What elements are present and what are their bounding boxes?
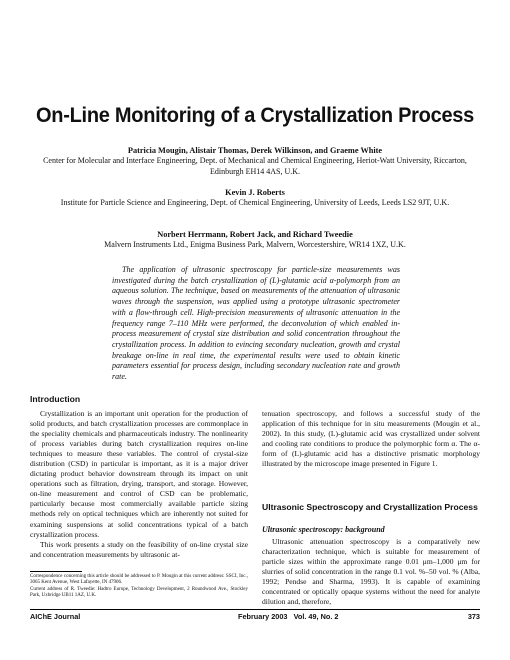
- author-names-3: Norbert Herrmann, Robert Jack, and Richard Tweedie: [157, 230, 353, 239]
- intro-paragraph-2: This work presents a study on the feasibility of on-line crystal size and concentration measurements by ultrasonic at-: [30, 539, 248, 559]
- author-names-2: Kevin J. Roberts: [225, 188, 285, 197]
- footnote-current-address: Current address of R. Tweedie: Hadtro Europe, Technology Development, 2 Roundwood Ave., Stockley Park, Uxbridge UB11 1AZ, U.K.: [30, 587, 248, 599]
- author-names-1: Patricia Mougin, Alistair Thomas, Derek Wilkinson, and Graeme White: [127, 146, 383, 155]
- section2-body: [262, 537, 480, 607]
- abstract: The application of ultrasonic spectroscopy for particle-size measurements was investigated during the batch crystallization of (L)-glutamic acid α-polymorph from an aqueous solution. The technique, based on measurements of the attenuation of ultrasonic waves through the suspension, was applied using a prototype ultrasonic spectrometer with a flow-through cell. High-precision measurements of ultrasonic attenuation in the frequency range 7–110 MHz were performed, the deconvolution of which enabled in-process measurement of crystal size distribution and solid concentration throughout the crystallization process. In addition to evincing secondary nucleation, growth and crystal breakage on-line in real time, the experimental results were used to obtain kinetic parameters essential for process design, including secondary nucleation rate and growth rate.: [112, 265, 400, 382]
- affiliation-2: Institute for Particle Science and Engineering, Dept. of Chemical Engineering, University of Leeds, Leeds LS2 9JT, U.K.: [60, 198, 450, 207]
- footer-divider: [30, 609, 480, 610]
- paper-title: On-Line Monitoring of a Crystallization Process: [36, 103, 474, 127]
- footer-journal: AIChE Journal: [30, 612, 81, 621]
- intro-paragraph-1: Crystallization is an important unit operation for the production of solid products, and batch crystallization processes are commonplace in the speciality chemicals and pharmaceuticals industry. The nonlinearity of process variables during batch crystallization requires on-line techniques to measure these variables. The control of crystal-size distribution (CSD) in particular is important, as it is a major driver dictating product behavior downstream through its impact on unit operations such as filtration, drying, transport, and storage. However, on-line measurement and control of CSD can be problematic, particularly because most commercially available particle sizing methods rely on optical techniques which are inherently not suited for examining suspensions at solid concentrations typical of a batch crystallization process.: [30, 409, 248, 539]
- footnote-divider: [30, 571, 82, 572]
- footnote-correspondence: Correspondence concerning this article should be addressed to P. Mougin at this current address: SSCI, Inc., 3065 Kent Avenue, West Lafayette, IN 47906.: [30, 574, 248, 586]
- left-column: [30, 409, 248, 560]
- subsection-heading-background: Ultrasonic spectroscopy: background: [262, 525, 385, 534]
- right-column: [262, 409, 480, 469]
- footer-page-number: 373: [467, 612, 480, 621]
- footer-issue: February 2003 Vol. 49, No. 2: [238, 612, 339, 621]
- affiliation-3: Malvern Instruments Ltd., Enigma Business Park, Malvern, Worcestershire, WR14 1XZ, U.K.: [104, 240, 406, 249]
- section-heading-ultrasonic: Ultrasonic Spectroscopy and Crystallization Process: [262, 502, 478, 512]
- section2-paragraph: Ultrasonic attenuation spectroscopy is a comparatively new characterization technique, which is suitable for measurement of particle sizes within the approximate range 0.01 μm–1,000 μm for slurries of solid concentration in the range 0.1 vol. %–50 vol. % (Alba, 1992; Pendse and Sharma, 1993). It is capable of examining concentrated or optically opaque systems without the need for analyte dilution and, therefore,: [262, 537, 480, 607]
- section-heading-introduction: Introduction: [30, 394, 81, 404]
- affiliation-1: Center for Molecular and Interface Engineering, Dept. of Mechanical and Chemical Engineering, Heriot-Watt University, Riccarton, Edinburgh EH14 4AS, U.K.: [43, 156, 467, 176]
- intro-continuation: tenuation spectroscopy, and follows a successful study of the application of this technique for in situ measurements (Mougin et al., 2002). In this study, (L)-glutamic acid was crystallized under solvent and cooling rate conditions to produce the polymorphic form α. The α-form of (L)-glutamic acid has a distinctive prismatic morphology illustrated by the microscope image presented in Figure 1.: [262, 409, 480, 469]
